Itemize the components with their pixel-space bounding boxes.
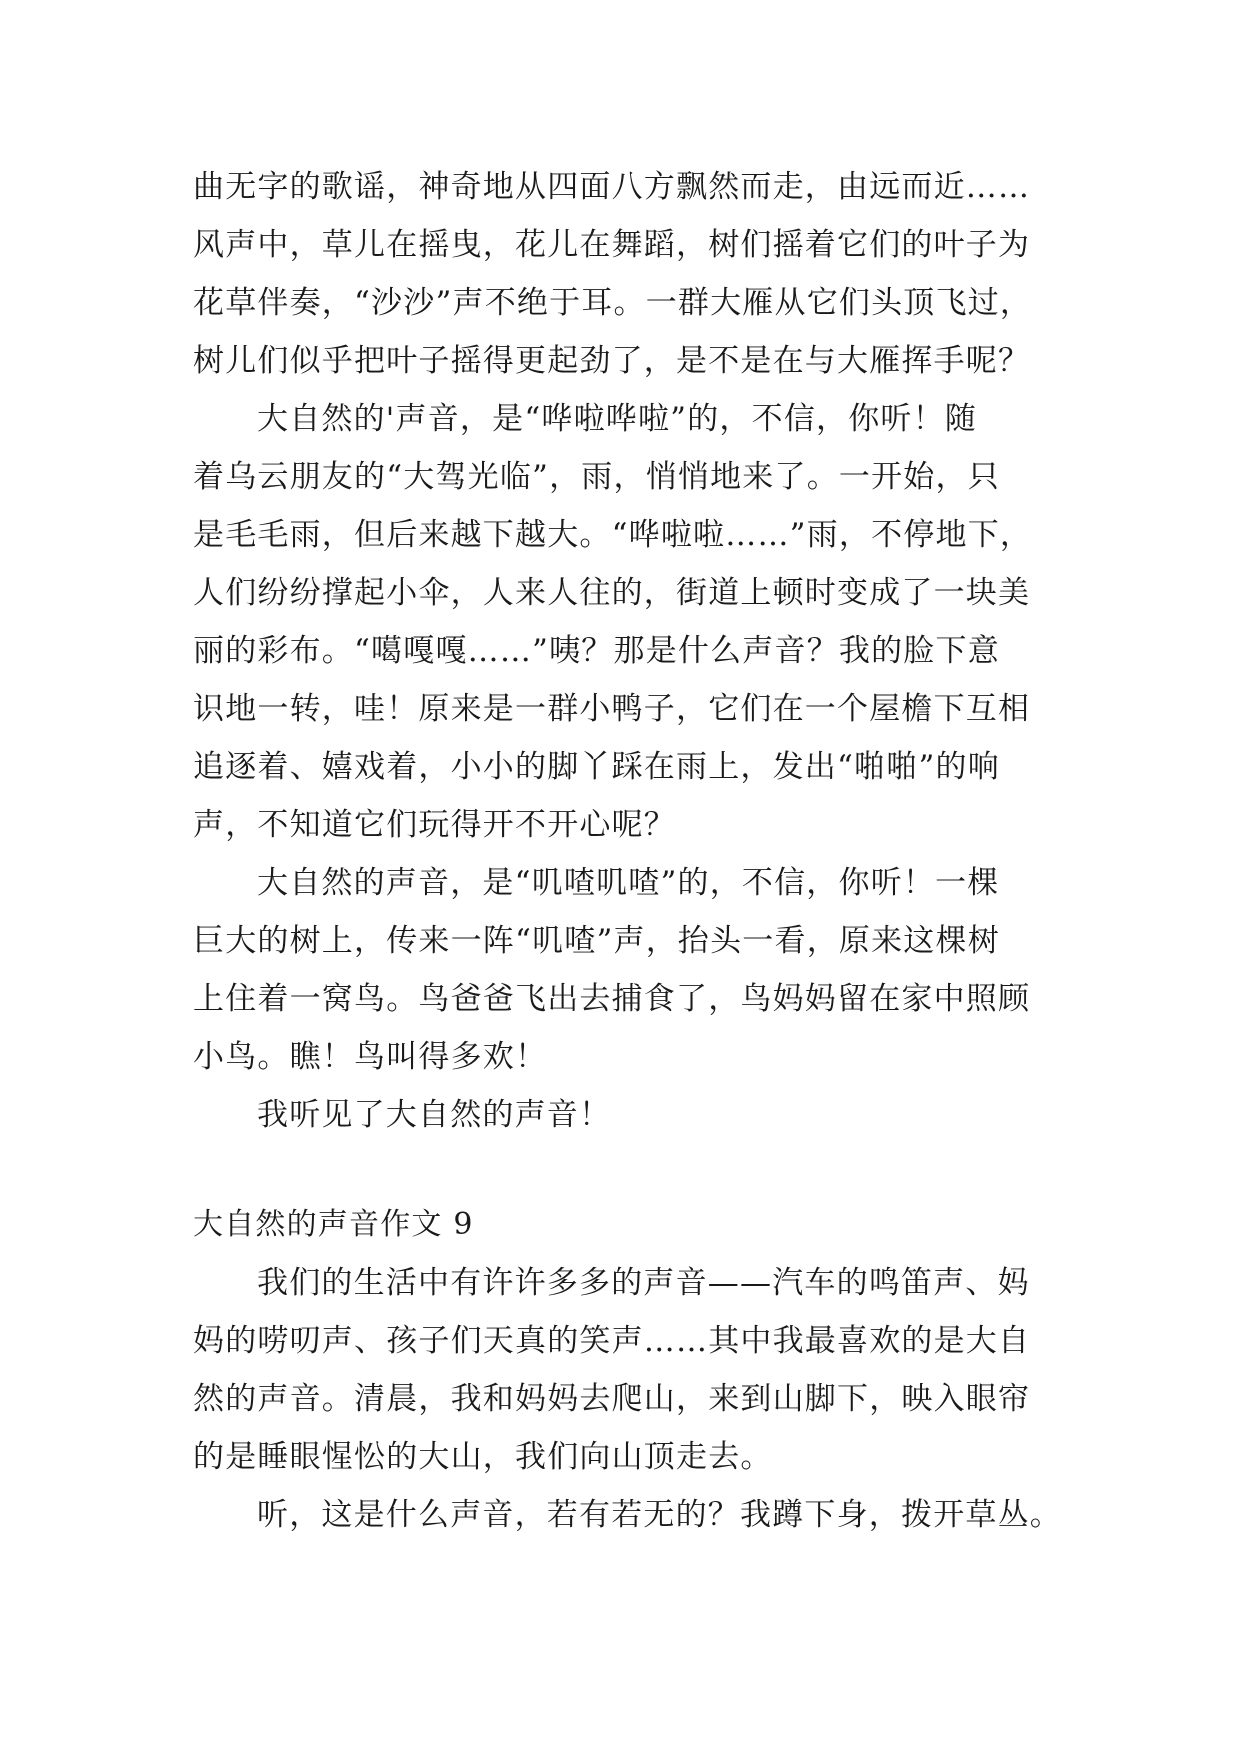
text-line: 曲无字的歌谣，神奇地从四面八方飘然而走，由远而近…… [193,169,1031,205]
text-line: 我听见了大自然的声音！ [257,1097,612,1133]
paragraph-rain [193,390,1053,854]
essay-heading: 大自然的声音作文 9 [193,1207,474,1242]
text-line: 妈的唠叨声、孩子们天真的笑声……其中我最喜欢的是大自 [193,1323,1031,1359]
paragraph-listen [193,1486,1062,1544]
text-line: 然的声音。清晨，我和妈妈去爬山，来到山脚下，映入眼帘 [193,1381,1031,1417]
text-line: 我们的生活中有许许多多的声音——汽车的鸣笛声、妈 [257,1265,1030,1301]
text-line: 风声中，草儿在摇曳，花儿在舞蹈，树们摇着它们的叶子为 [193,227,1031,263]
text-line: 识地一转，哇！原来是一群小鸭子，它们在一个屋檐下互相 [193,691,1031,727]
paragraph-life-sounds [193,1254,1053,1486]
paragraph-conclusion [193,1086,1053,1144]
text-line: 大自然的声音，是“叽喳叽喳”的，不信，你听！一棵 [257,865,1000,901]
text-line: 声，不知道它们玩得开不开心呢？ [193,807,676,843]
paragraph-wind-continued [193,158,1053,390]
text-line: 巨大的树上，传来一阵“叽喳”声，抬头一看，原来这棵树 [193,923,1000,959]
text-line: 树儿们似乎把叶子摇得更起劲了，是不是在与大雁挥手呢？ [193,343,1031,379]
text-line: 是毛毛雨，但后来越下越大。“哗啦啦……”雨，不停地下， [193,517,1033,553]
text-line: 上住着一窝鸟。鸟爸爸飞出去捕食了，鸟妈妈留在家中照顾 [193,981,1031,1017]
text-line: 人们纷纷撑起小伞，人来人往的，街道上顿时变成了一块美 [193,575,1031,611]
text-line: 小鸟。瞧！鸟叫得多欢！ [193,1039,548,1075]
text-line: 的是睡眼惺忪的大山，我们向山顶走去。 [193,1439,773,1475]
paragraph-bird [193,854,1053,1086]
text-line: 丽的彩布。“噶嘎嘎……”咦？那是什么声音？我的脸下意 [193,633,1000,669]
section-gap [193,1144,1053,1196]
text-line: 花草伴奏，“沙沙”声不绝于耳。一群大雁从它们头顶飞过， [193,285,1033,321]
text-line: 追逐着、嬉戏着，小小的脚丫踩在雨上，发出“啪啪”的响 [193,749,1000,785]
text-line: 大自然的'声音，是“哗啦哗啦”的，不信，你听！随 [257,401,978,437]
essay-text [193,158,1062,1544]
text-line: 着乌云朋友的“大驾光临”，雨，悄悄地来了。一开始，只 [193,459,1000,495]
text-line: 听，这是什么声音，若有若无的？我蹲下身，拨开草丛。 [257,1497,1062,1533]
